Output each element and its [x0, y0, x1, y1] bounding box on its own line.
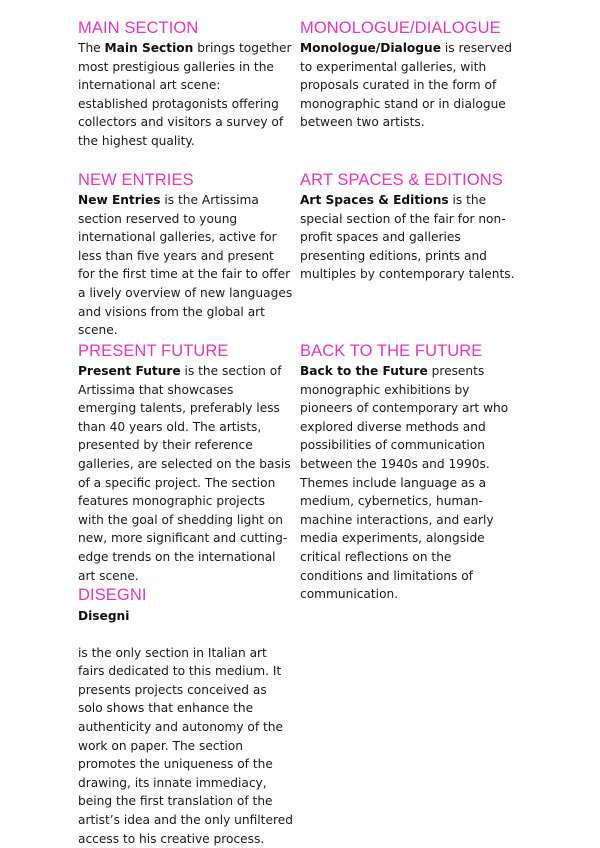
section-name-bold: New Entries — [78, 193, 161, 207]
section-description — [78, 191, 293, 340]
section-heading: NEW ENTRIES — [78, 171, 194, 189]
description-text: is reserved to experimental galleries, with proposals curated in the form of monographic stand or in dialogue between two artists. — [300, 41, 512, 130]
section-art-spaces-editions — [300, 170, 515, 284]
description-text: is the special section of the fair for non-profit spaces and galleries presenting editions, prints and multiples by contemporary talents. — [300, 193, 515, 282]
section-name-bold: Back to the Future — [300, 364, 428, 378]
section-description — [78, 362, 293, 585]
section-heading: DISEGNI — [78, 586, 147, 604]
section-heading: BACK TO THE FUTURE — [300, 342, 483, 360]
section-main-section — [78, 18, 293, 151]
description-text: is the Artissima section reserved to young international galleries, active for less than five years and present for the first time at the fair to offer a lively overview of new languages and visions from the global art scene. — [78, 193, 293, 338]
description-text: presents monographic exhibitions by pioneers of contemporary art who explored diverse methods and possibilities of communication between the 1940s and 1990s. Themes include language as a medium, cybernetics, human-machine interactions, and early media experiments, alongside critical reflections on the conditions and limitations of communication. — [300, 364, 509, 602]
section-present-future — [78, 341, 293, 585]
section-heading: PRESENT FUTURE — [78, 342, 229, 360]
section-heading: MONOLOGUE/DIALOGUE — [300, 19, 501, 37]
description-text: brings together most prestigious galleries in the international art scene: established protagonists offering collectors and visitors a survey of the highest quality. — [78, 41, 292, 148]
section-description — [78, 39, 293, 151]
section-heading: ART SPACES & EDITIONS — [300, 171, 503, 189]
section-description — [300, 362, 515, 604]
section-heading: MAIN SECTION — [78, 19, 199, 37]
section-name-bold: Art Spaces & Editions — [300, 193, 449, 207]
section-disegni — [78, 585, 293, 848]
section-description — [300, 39, 515, 132]
description-text: is the section of Artissima that showcases emerging talents, preferably less than 40 years old. The artists, presented by their reference galleries, are selected on the basis of a specific project. The section features monographic projects with the goal of shedding light on new, more significant and cutting-edge trends on the international art scene. — [78, 364, 291, 583]
section-name-bold: Present Future — [78, 364, 181, 378]
description-lead: The — [78, 41, 105, 55]
section-back-to-the-future — [300, 341, 515, 604]
section-new-entries — [78, 170, 293, 340]
section-description: is the only section in Italian art fairs dedicated to this medium. It presents projects conceived as solo shows that enhance the authenticity and autonomy of the work on paper. The section promotes the uniqueness of the drawing, its innate immediacy, being the first translation of the artist’s idea and the only unfiltered access to his creative process. — [78, 645, 293, 846]
section-description — [300, 191, 515, 284]
section-name-bold: Main Section — [104, 41, 194, 55]
section-name-bold: Monologue/Dialogue — [300, 41, 441, 55]
section-name-bold: Disegni — [78, 609, 130, 623]
section-monologue-dialogue — [300, 18, 515, 132]
